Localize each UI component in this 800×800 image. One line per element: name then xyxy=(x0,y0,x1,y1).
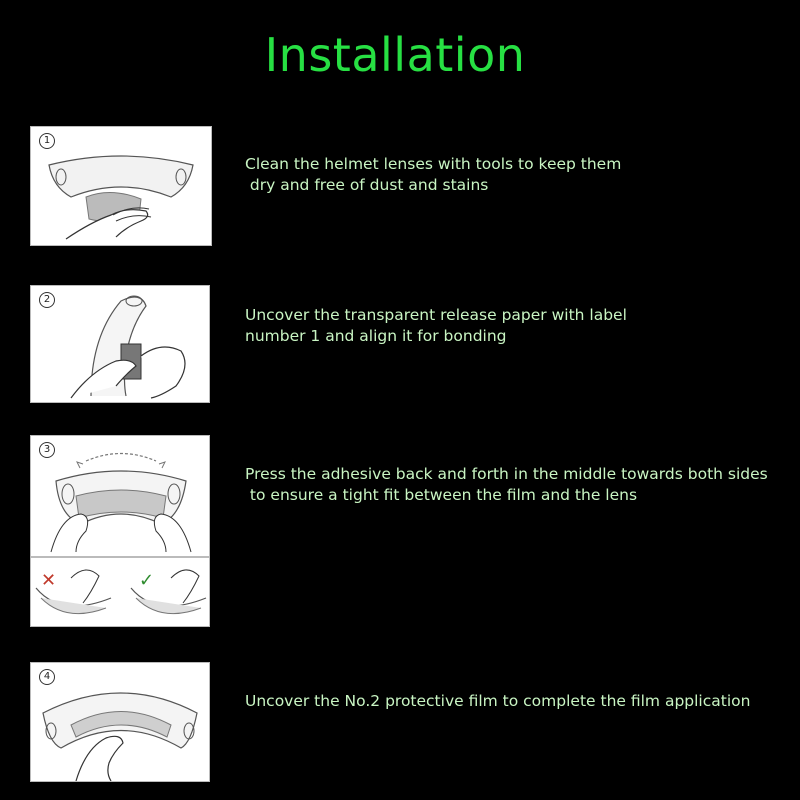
press-adhesive-drawing xyxy=(31,436,209,556)
check-icon: ✓ xyxy=(139,570,155,591)
step-2-illustration xyxy=(30,285,210,403)
step-3-text xyxy=(245,464,785,506)
step-2-line-2: number 1 and align it for bonding xyxy=(245,327,507,345)
step-1-number-badge: 1 xyxy=(39,133,55,149)
step-2-number-badge: 2 xyxy=(39,292,55,308)
step-3-line-1: Press the adhesive back and forth in the middle towards both sides xyxy=(245,465,768,483)
step-1-text xyxy=(245,154,785,196)
step-3-number-badge: 3 xyxy=(39,442,55,458)
step-1-illustration xyxy=(30,126,212,246)
step-4-line-1: Uncover the No.2 protective film to complete the film application xyxy=(245,692,751,710)
wrong-right-comparison-drawing xyxy=(31,558,209,626)
release-paper-drawing xyxy=(31,286,209,402)
lens-cleaning-drawing xyxy=(31,127,211,245)
step-3-line-2: to ensure a tight fit between the film and the lens xyxy=(245,486,638,504)
step-2-text xyxy=(245,305,785,347)
wrong-icon: ✕ xyxy=(41,570,57,591)
step-4-illustration xyxy=(30,662,210,782)
step-4-number-badge: 4 xyxy=(39,669,55,685)
page-title: Installation xyxy=(264,28,526,82)
step-1-line-2: dry and free of dust and stains xyxy=(245,176,489,194)
step-1-line-1: Clean the helmet lenses with tools to keep them xyxy=(245,155,622,173)
remove-protective-film-drawing xyxy=(31,663,209,781)
step-3-comparison-illustration xyxy=(30,557,210,627)
step-3-illustration xyxy=(30,435,210,557)
step-4-text xyxy=(245,691,785,712)
step-2-line-1: Uncover the transparent release paper with label xyxy=(245,306,627,324)
